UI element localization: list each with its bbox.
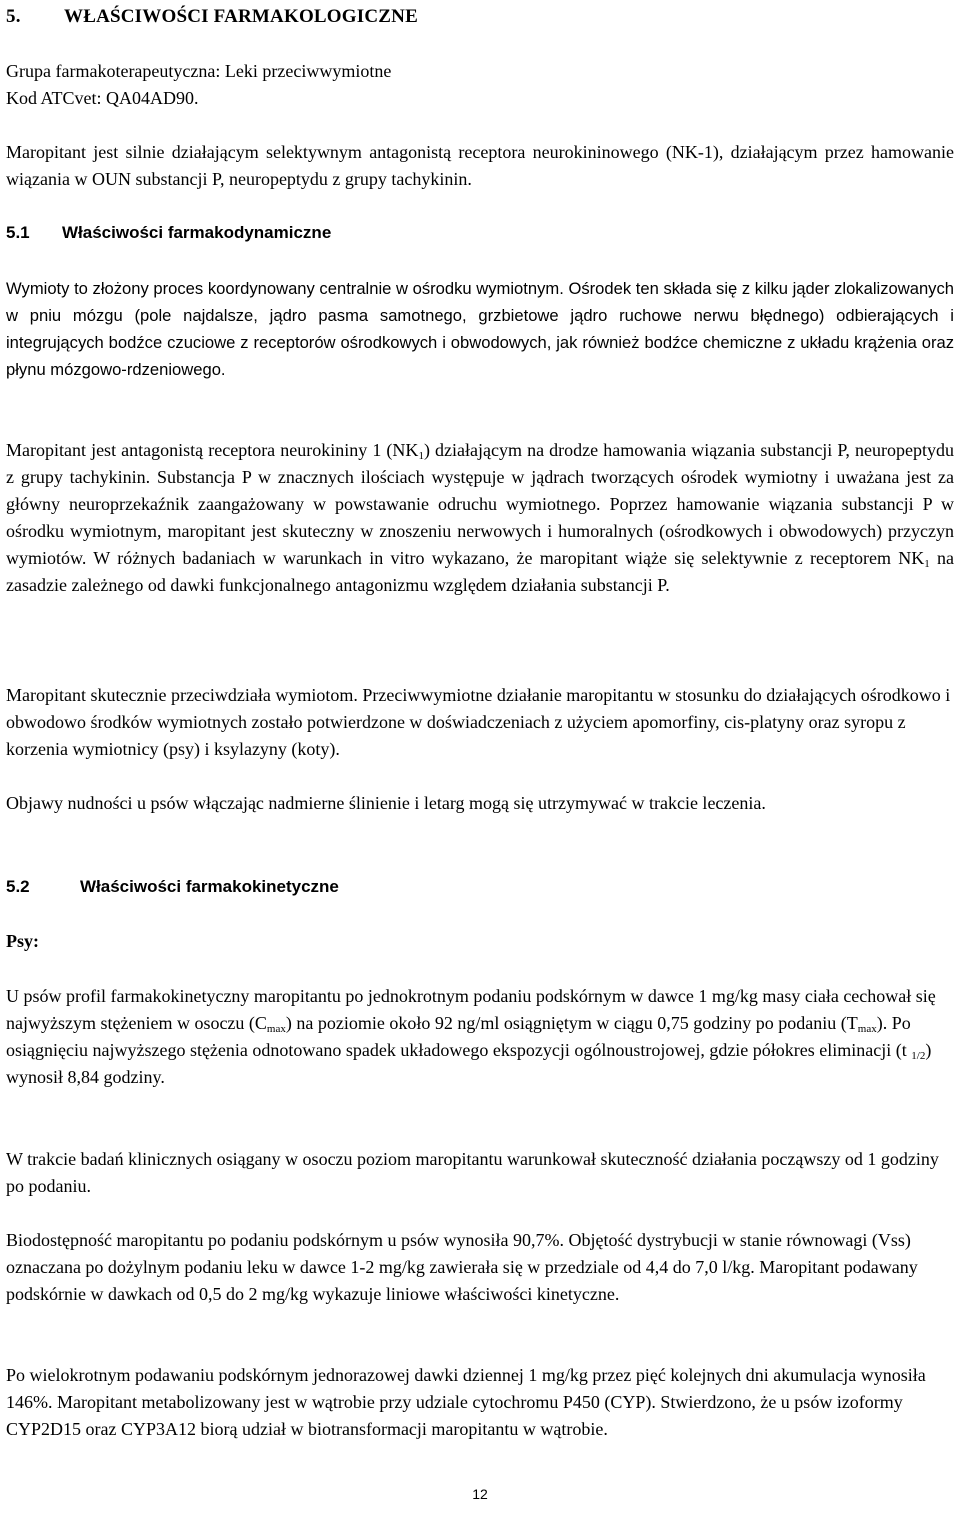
section-5-1-heading [6,219,954,246]
section-5-2-title: Właściwości farmakokinetyczne [80,877,339,896]
atcvet-code: Kod ATCvet: QA04AD90. [6,88,199,108]
section-5-1-title: Właściwości farmakodynamiczne [62,223,332,242]
section-5-number: 5. [6,6,21,27]
section-5-title: WŁAŚCIWOŚCI FARMAKOLOGICZNE [64,6,418,27]
pharmacodynamics-paragraph-3: Maropitant skutecznie przeciwdziała wymiotom. Przeciwwymiotne działanie maropitantu w stosunku do działających ośrodkowo i obwodowo środków wymiotnych zostało potwierdzone w doświadczeniach z użyciem apomorfiny, cis-platyny oraz syropu z korzenia wymiotnicy (psy) i ksylazyny (koty). [6,685,951,759]
section-5-heading [6,3,954,30]
section-5-2-number: 5.2 [6,877,30,896]
pharmacokinetics-paragraph-3: Biodostępność maropitantu po podaniu podskórnym u psów wynosiła 90,7%. Objętość dystrybucji w stanie równowagi (Vss) oznaczana po dożylnym podaniu leku w dawce 1-2 mg/kg zawierała się w przedziale od 4,4 do 7,0 l/kg. Maropitant podawany podskórnie w dawkach od 0,5 do 2 mg/kg wykazuje liniowe właściwości kinetyczne. [6,1230,918,1304]
pharmacodynamics-paragraph-1: Wymioty to złożony proces koordynowany centralnie w ośrodku wymiotnym. Ośrodek ten składa się z kilku jąder zlokalizowanych w pniu mózgu (pole najdalsze, jądro pasma samotnego, grzbietowe jądro ruchowe nerwu błędnego) odbierających i integrujących bodźce czuciowe z receptorów ośrodkowych i obwodowych, jak również bodźce chemiczne z układu krążenia oraz płynu mózgowo-rdzeniowego. [6,279,954,379]
pharmacodynamics-paragraph-2: Maropitant jest antagonistą receptora neurokininy 1 $(NK_1)$ działającym na drodze hamowania wiązania substancji P, neuropeptydu z grupy tachykinin. Substancja P w znacznych ilościach występuje w jądrach tworzących ośrodek wymiotny i uważana jest za główny neuroprzekaźnik zaangażowany w powstawanie odruchu wymiotnego. Poprzez hamowanie wiązania substancji P w ośrodku wymiotnym, maropitant jest skuteczny w znoszeniu nerwowych i humoralnych (ośrodkowych i obwodowych) przyczyn wymiotów. W różnych badaniach w warunkach in vitro wykazano, że maropitant wiąże się selektywnie z receptorem $NK_1$ na zasadzie zależnego od dawki funkcjonalnego antagonizmu względem działania substancji P. [6,440,954,595]
section-5-1-number: 5.1 [6,223,30,242]
pharmacokinetics-paragraph-1: U psów profil farmakokinetyczny maropitantu po jednokrotnym podaniu podskórnym w dawce 1 mg/kg masy ciała cechował się najwyższym stężeniem w osoczu $(C_{max})$ na poziomie około 92 ng/ml osiągniętym w ciągu 0,75 godziny po podaniu $(T_{max})$. Po osiągnięciu najwyższego stężenia odnotowano spadek układowego ekspozycji ogólnoustrojowej, gdzie półokres eliminacji (t $_{1/2}$) wynosił 8,84 godziny. [6,986,936,1087]
pharmacokinetics-paragraph-4: Po wielokrotnym podawaniu podskórnym jednorazowej dawki dziennej 1 mg/kg przez pięć kolejnych dni akumulacja wynosiła 146%. Maropitant metabolizowany jest w wątrobie przy udziale cytochromu P450 (CYP). Stwierdzono, że u psów izoformy CYP2D15 oraz CYP3A12 biorą udział w biotransformacji maropitantu w wątrobie. [6,1365,926,1439]
section-5-intro-paragraph: Maropitant jest silnie działającym selektywnym antagonistą receptora neurokininowego (NK-1), działającym przez hamowanie wiązania w OUN substancji P, neuropeptydu z grupy tachykinin. [6,142,954,189]
section-5-2-heading [6,873,954,900]
pharmacotherapeutic-group: Grupa farmakoterapeutyczna: Leki przeciwwymiotne [6,61,392,81]
page-number: 12 [472,1486,488,1502]
pharmacokinetics-paragraph-2: W trakcie badań klinicznych osiągany w osoczu poziom maropitantu warunkował skuteczność działania począwszy od 1 godziny po podaniu. [6,1149,939,1196]
pharmacodynamics-paragraph-4: Objawy nudności u psów włączając nadmierne ślinienie i letarg mogą się utrzymywać w trakcie leczenia. [6,793,766,813]
species-label-dogs: Psy: [6,931,39,951]
